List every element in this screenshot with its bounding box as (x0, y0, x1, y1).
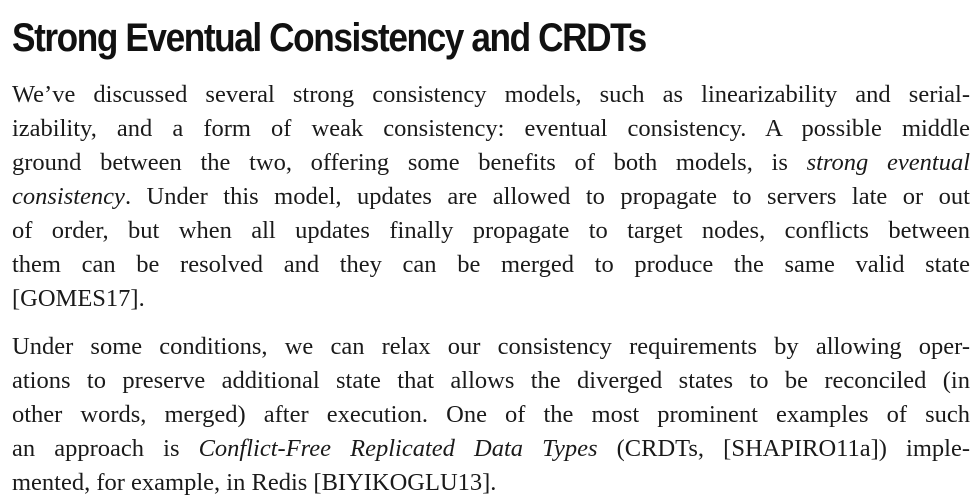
section-heading: Strong Eventual Consistency and CRDTs (12, 16, 646, 60)
emphasis-crdt-term: Conflict-Free Replicated Data Types (198, 435, 598, 462)
paragraph-1 (12, 78, 970, 316)
text-line: [GOMES17]. (12, 285, 145, 312)
text-run: ground between the two, offering some benefits of both models, is (12, 149, 807, 176)
text-line (12, 146, 970, 180)
text-run: . Under this model, updates are allowed to propagate to servers late or out (124, 183, 970, 210)
paragraph-2 (12, 330, 970, 500)
text-line: We’ve discussed several strong consistency models, such as linearizability and serial- (12, 81, 970, 108)
text-line: ations to preserve additional state that allows the diverged states to be reconciled (in (12, 367, 970, 394)
text-line: of order, but when all updates finally propagate to target nodes, conflicts between (12, 217, 970, 244)
text-line (12, 432, 970, 466)
emphasis-strong-eventual: strong eventual (806, 149, 971, 176)
text-line: izability, and a form of weak consistency: eventual consistency. A possible middle (12, 115, 970, 142)
text-line: Under some conditions, we can relax our consistency requirements by allowing oper- (12, 333, 970, 360)
text-line: mented, for example, in Redis [BIYIKOGLU13]. (12, 469, 497, 496)
text-line: them can be resolved and they can be merged to produce the same valid state (12, 251, 970, 278)
text-run: (CRDTs, [SHAPIRO11a]) imple- (597, 435, 970, 462)
text-run: an approach is (12, 435, 199, 462)
text-line (12, 180, 970, 214)
text-line: other words, merged) after execution. One of the most prominent examples of such (12, 401, 970, 428)
emphasis-consistency: consistency (12, 183, 125, 210)
